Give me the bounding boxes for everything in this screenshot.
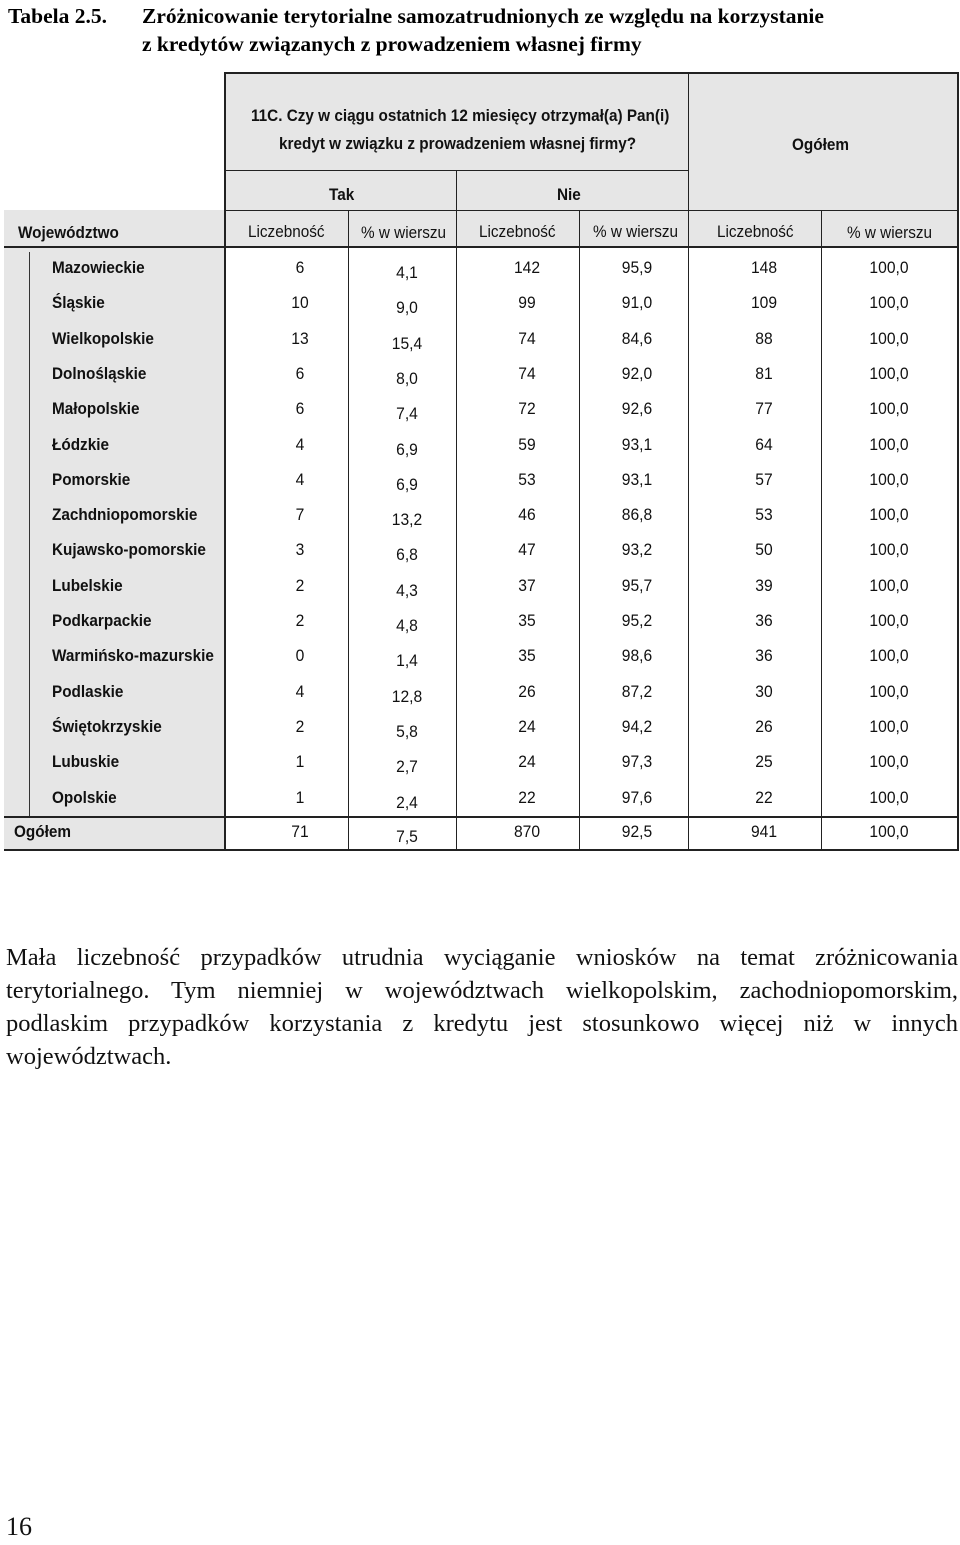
cell-tak-n: 2 (295, 575, 305, 595)
cell-og-n: 64 (755, 434, 773, 454)
cell-nie-n: 24 (518, 716, 536, 736)
cell-tak-n: 3 (295, 540, 305, 560)
region-name: Podlaskie (52, 681, 124, 701)
cell-nie-n: 46 (518, 505, 536, 525)
cell-nie-p: 98,6 (621, 646, 653, 666)
cell-tak-p: 7,4 (396, 404, 418, 424)
col-header-og-count: Liczebność (717, 222, 794, 241)
rule (348, 210, 349, 851)
cell-nie-n: 59 (518, 434, 536, 454)
rule (579, 210, 580, 851)
cell-tak-n: 6 (295, 363, 305, 383)
cell-tak-p: 2,4 (396, 792, 418, 812)
cell-tak-p: 7,5 (396, 827, 418, 846)
body-paragraph (6, 941, 958, 1073)
cell-nie-n: 35 (518, 611, 536, 630)
cell-tak-n: 2 (295, 716, 305, 736)
cell-nie-n: 37 (518, 575, 536, 595)
cell-tak-n: 4 (295, 434, 305, 454)
cell-og-p: 100,0 (869, 611, 909, 630)
cell-nie-p: 97,6 (621, 787, 653, 807)
table-title-line-2: z kredytów związanych z prowadzeniem własnej firmy (142, 32, 642, 56)
cell-og-n: 22 (755, 787, 773, 807)
cell-nie-p: 93,1 (621, 434, 653, 454)
cell-nie-p: 95,2 (621, 611, 653, 630)
cell-og-p: 100,0 (869, 822, 909, 841)
row-header: Województwo (18, 223, 119, 242)
cell-tak-p: 4,1 (396, 263, 418, 282)
cell-og-p: 100,0 (869, 434, 909, 454)
region-name: Lubuskie (52, 752, 120, 772)
cell-og-n: 941 (750, 822, 778, 841)
cell-tak-p: 4,3 (396, 580, 418, 600)
cell-og-n: 109 (750, 293, 778, 313)
cell-og-n: 57 (755, 469, 773, 489)
cell-og-p: 100,0 (869, 328, 909, 348)
region-name: Dolnośląskie (52, 363, 147, 383)
cell-og-p: 100,0 (869, 752, 909, 772)
cell-tak-p: 12,8 (391, 686, 423, 706)
cell-tak-p: 13,2 (391, 510, 423, 530)
cell-nie-p: 87,2 (621, 681, 653, 701)
cell-og-p: 100,0 (869, 540, 909, 560)
cell-nie-n: 72 (518, 399, 536, 419)
cell-tak-p: 6,9 (396, 474, 418, 494)
col-header-og-pct: % w wierszu (847, 223, 933, 242)
cell-nie-p: 95,9 (621, 258, 653, 277)
cell-tak-p: 9,0 (396, 298, 418, 318)
paragraph-line: podlaskim przypadków korzystania z kredytu jest stosunkowo więcej niż w innych (6, 1010, 958, 1037)
cell-tak-n: 13 (291, 328, 309, 348)
question-line-2: kredyt w związku z prowadzeniem własnej firmy? (279, 134, 637, 153)
table-title (142, 2, 960, 58)
col-header-nie-count: Liczebność (479, 222, 556, 241)
region-name: Śląskie (52, 293, 105, 313)
paragraph-line: Mała liczebność przypadków utrudnia wyciąganie wniosków na temat zróżnicowania (6, 944, 958, 971)
cell-og-n: 36 (755, 646, 773, 666)
region-name: Zachdniopomorskie (52, 505, 198, 525)
cell-og-p: 100,0 (869, 681, 909, 701)
region-name: Wielkopolskie (52, 328, 154, 348)
cell-og-n: 88 (755, 328, 773, 348)
cell-nie-p: 93,2 (621, 540, 653, 560)
cell-nie-n: 26 (518, 681, 536, 701)
cell-nie-p: 92,6 (621, 399, 653, 419)
group-no-header: Nie (557, 185, 581, 204)
cell-tak-n: 10 (291, 293, 309, 313)
rule (957, 72, 959, 851)
rule (4, 849, 959, 851)
cell-nie-n: 74 (518, 328, 536, 348)
rule (456, 210, 457, 851)
paragraph-line: województwach. (6, 1043, 172, 1070)
cell-og-n: 30 (755, 681, 773, 701)
cell-tak-p: 15,4 (391, 333, 423, 353)
region-name: Warmińsko-mazurskie (52, 646, 214, 666)
cell-tak-n: 1 (295, 752, 305, 772)
data-table (4, 72, 959, 852)
cell-og-n: 36 (755, 611, 773, 630)
cell-og-p: 100,0 (869, 469, 909, 489)
col-header-nie-pct: % w wierszu (593, 222, 679, 241)
cell-nie-p: 92,5 (621, 822, 653, 841)
table-number: Tabela 2.5. (8, 4, 107, 28)
rule (688, 210, 689, 851)
region-name: Opolskie (52, 787, 117, 807)
cell-og-n: 148 (750, 258, 778, 277)
region-name: Lubelskie (52, 575, 123, 595)
cell-og-p: 100,0 (869, 258, 909, 277)
cell-nie-n: 53 (518, 469, 536, 489)
cell-nie-p: 95,7 (621, 575, 653, 595)
cell-tak-n: 2 (295, 611, 305, 630)
cell-og-p: 100,0 (869, 787, 909, 807)
cell-nie-p: 97,3 (621, 752, 653, 772)
total-row-label: Ogółem (14, 822, 71, 841)
rule (224, 210, 959, 211)
page-number: 16 (6, 1512, 32, 1541)
cell-tak-n: 71 (291, 822, 309, 841)
cell-og-p: 100,0 (869, 399, 909, 419)
region-name: Łódzkie (52, 434, 109, 454)
cell-nie-n: 24 (518, 752, 536, 772)
cell-tak-p: 6,9 (396, 439, 418, 459)
region-name: Małopolskie (52, 399, 140, 419)
region-name: Pomorskie (52, 469, 131, 489)
cell-tak-n: 1 (295, 787, 305, 807)
table-title-line-1: Zróżnicowanie terytorialne samozatrudnionych ze względu na korzystanie (142, 4, 824, 28)
rule (821, 210, 822, 851)
region-name: Świętokrzyskie (52, 716, 162, 736)
cell-og-p: 100,0 (869, 646, 909, 666)
cell-tak-p: 8,0 (396, 368, 418, 388)
cell-nie-p: 93,1 (621, 469, 653, 489)
cell-nie-n: 870 (513, 822, 541, 841)
cell-tak-n: 4 (295, 469, 305, 489)
rule (688, 72, 689, 210)
cell-nie-p: 92,0 (621, 363, 653, 383)
cell-tak-p: 6,8 (396, 545, 418, 565)
cell-tak-n: 6 (295, 399, 305, 419)
cell-og-n: 25 (755, 752, 773, 772)
cell-og-n: 77 (755, 399, 773, 419)
cell-og-p: 100,0 (869, 363, 909, 383)
question-line-1: 11C. Czy w ciągu ostatnich 12 miesięcy otrzymał(a) Pan(i) (251, 106, 670, 125)
rule (224, 72, 226, 851)
cell-og-p: 100,0 (869, 293, 909, 313)
rule (224, 72, 959, 74)
cell-og-n: 50 (755, 540, 773, 560)
cell-nie-p: 91,0 (621, 293, 653, 313)
region-name: Podkarpackie (52, 611, 152, 630)
cell-og-n: 39 (755, 575, 773, 595)
cell-tak-n: 7 (295, 505, 305, 525)
cell-tak-n: 0 (295, 646, 305, 666)
cell-nie-n: 99 (518, 293, 536, 313)
cell-nie-p: 94,2 (621, 716, 653, 736)
cell-og-n: 81 (755, 363, 773, 383)
cell-nie-n: 22 (518, 787, 536, 807)
cell-nie-p: 86,8 (621, 505, 653, 525)
cell-og-n: 53 (755, 505, 773, 525)
cell-tak-p: 4,8 (396, 616, 418, 635)
cell-tak-p: 5,8 (396, 721, 418, 741)
cell-nie-n: 74 (518, 363, 536, 383)
group-yes-header: Tak (329, 185, 355, 204)
cell-nie-n: 142 (513, 258, 541, 277)
paragraph-line: terytorialnego. Tym niemniej w województwach wielkopolskim, zachodniopomorskim, (6, 977, 958, 1004)
cell-og-p: 100,0 (869, 505, 909, 525)
cell-og-p: 100,0 (869, 575, 909, 595)
col-header-tak-count: Liczebność (248, 222, 325, 241)
table-body (4, 72, 959, 852)
cell-tak-p: 1,4 (396, 651, 418, 671)
col-header-tak-pct: % w wierszu (361, 223, 447, 242)
total-header: Ogółem (792, 135, 849, 154)
cell-nie-n: 35 (518, 646, 536, 666)
cell-nie-p: 84,6 (621, 328, 653, 348)
region-name: Mazowieckie (52, 258, 145, 277)
cell-tak-n: 6 (295, 258, 305, 277)
cell-og-p: 100,0 (869, 716, 909, 736)
rule (4, 246, 959, 248)
region-name: Kujawsko-pomorskie (52, 540, 206, 560)
cell-nie-n: 47 (518, 540, 536, 560)
cell-tak-p: 2,7 (396, 757, 418, 777)
cell-tak-n: 4 (295, 681, 305, 701)
rule (4, 816, 959, 818)
cell-og-n: 26 (755, 716, 773, 736)
rule (456, 170, 457, 210)
